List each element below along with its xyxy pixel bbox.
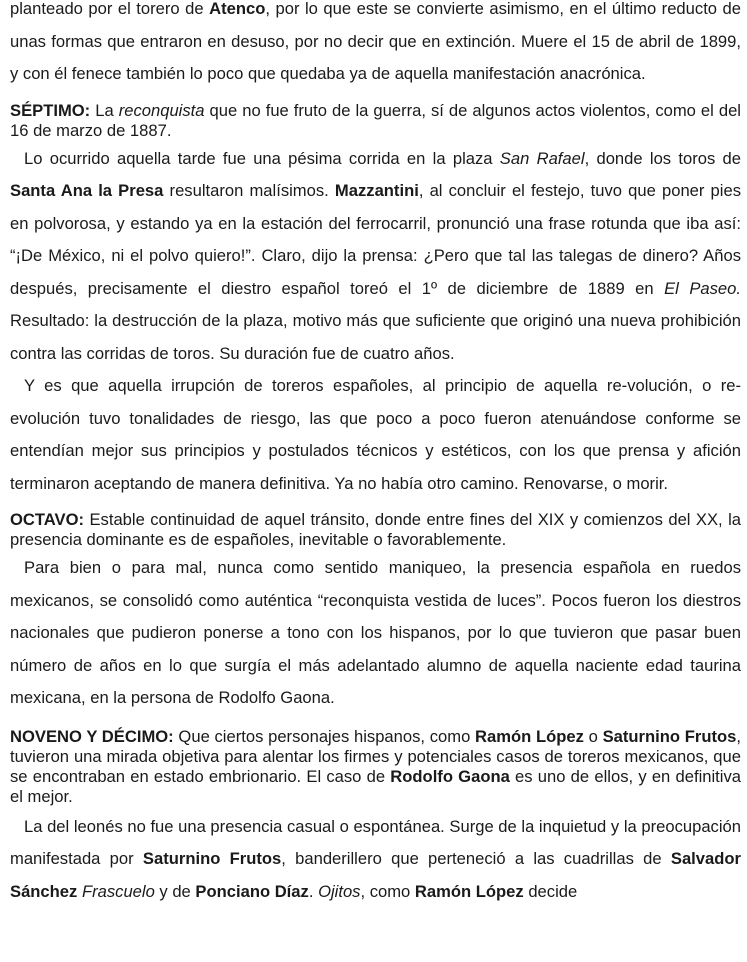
text-run: decide (523, 881, 578, 901)
text-run: . (308, 881, 319, 901)
text-run: planteado por el torero de (10, 0, 210, 18)
bold-text: Atenco (209, 0, 266, 18)
bold-text: Ramón López (475, 726, 584, 746)
paragraph-p7 (10, 727, 741, 807)
bold-text: Ramón López (414, 881, 524, 901)
text-run: Estable continuidad de aquel tránsito, donde entre fines del XIX y comienzos del XX, la presencia dominante es de españoles, inevitable o favorablemente. (10, 510, 741, 549)
text-run: , por lo que este se convierte asimismo, en el último reducto de unas formas que entraron en desuso, por no decir que en extinción. Muere el 15 de abril de 1899, y con él fenece también lo poco que quedaba ya de aquella manifestación anacrónica. (10, 0, 741, 83)
text-run: Y es que aquella irrupción de toreros españoles, al principio de aquella re-volución, o re-evolución tuvo tonalidades de riesgo, las que poco a poco fueron atenuándose conforme se entendían mejor sus principios y postulados técnicos y estéticos, con los que prensa y afición terminaron aceptando de manera definitiva. Ya no había otro camino. Renovarse, o morir. (10, 376, 741, 493)
text-run: La del leonés no fue una presencia casual o espontánea. Surge de la inquietud y la preocupación manifestada por (10, 816, 741, 868)
text-run: Para bien o para mal, nunca como sentido maniqueo, la presencia española en ruedos mexicanos, se consolidó como auténtica “reconquista vestida de luces”. Pocos fueron los diestros nacionales que pudieron ponerse a tono con los hispanos, por lo que tuvieron que pasar buen número de años en lo que surgía el más adelantado alumno de aquella naciente edad taurina mexicana, en la persona de Rodolfo Gaona. (10, 558, 741, 707)
paragraph-p3 (10, 143, 741, 371)
bold-text: Saturnino Frutos (602, 726, 737, 746)
text-run: es uno de ellos, y en definitiva el mejor. (10, 766, 741, 806)
text-run: , donde los toros de (584, 148, 741, 168)
italic-text: Ojitos (318, 881, 361, 901)
bold-text: Ponciano Díaz (195, 881, 309, 901)
text-run: y de (154, 881, 196, 901)
text-run: Lo ocurrido aquella tarde fue una pésima corrida en la plaza (24, 148, 500, 168)
text-run: Que ciertos personajes hispanos, como (173, 726, 476, 746)
paragraph-p2 (10, 101, 741, 141)
text-run: La (90, 100, 119, 120)
italic-text: El Paseo. (664, 278, 741, 298)
bold-text: Saturnino Frutos (142, 849, 282, 868)
text-run: que no fue fruto de la guerra, sí de algunos actos violentos, como el del 16 de marzo de 1887. (10, 100, 741, 140)
bold-text: Rodolfo Gaona (390, 766, 510, 786)
italic-text: reconquista (118, 100, 205, 120)
bold-text: SÉPTIMO: (10, 100, 91, 120)
bold-text: Salvador Sánchez (10, 849, 741, 901)
text-run: resultaron malísimos. (163, 181, 335, 200)
text-run: , como (360, 881, 415, 901)
paragraph-p6 (10, 552, 741, 715)
text-run: o (583, 726, 603, 746)
text-run: Resultado: la destrucción de la plaza, motivo más que suficiente que originó una nueva prohibición contra las corridas de toros. Su duración fue de cuatro años. (10, 311, 741, 363)
bold-text: Mazzantini (334, 181, 419, 200)
italic-text: Frascuelo (81, 881, 155, 901)
text-run: , al concluir el festejo, tuvo que poner pies en polvorosa, y estando ya en la estación del ferrocarril, pronunció una frase rotunda que iba así: “¡De México, ni el polvo quiero!”. Claro, dijo la prensa: ¿Pero que tal las talegas de dinero? Años después, precisamente el diestro español toreó el 1º de diciembre de 1889 en (10, 181, 742, 298)
italic-text: San Rafael (499, 148, 585, 168)
paragraph-p1 (10, 0, 741, 91)
bold-text: OCTAVO: (10, 510, 85, 529)
text-run: , banderillero que perteneció a las cuadrillas de (281, 849, 671, 868)
paragraph-p4 (10, 370, 741, 500)
text-run: , tuvieron una mirada objetiva para alentar los firmes y potenciales casos de toreros mexicanos, que se encontraban en estado embrionario. El caso de (10, 726, 741, 786)
paragraph-p5 (10, 510, 741, 550)
bold-text: Santa Ana la Presa (10, 181, 164, 200)
bold-text: NOVENO Y DÉCIMO: (10, 726, 174, 746)
paragraph-p8 (10, 811, 741, 909)
